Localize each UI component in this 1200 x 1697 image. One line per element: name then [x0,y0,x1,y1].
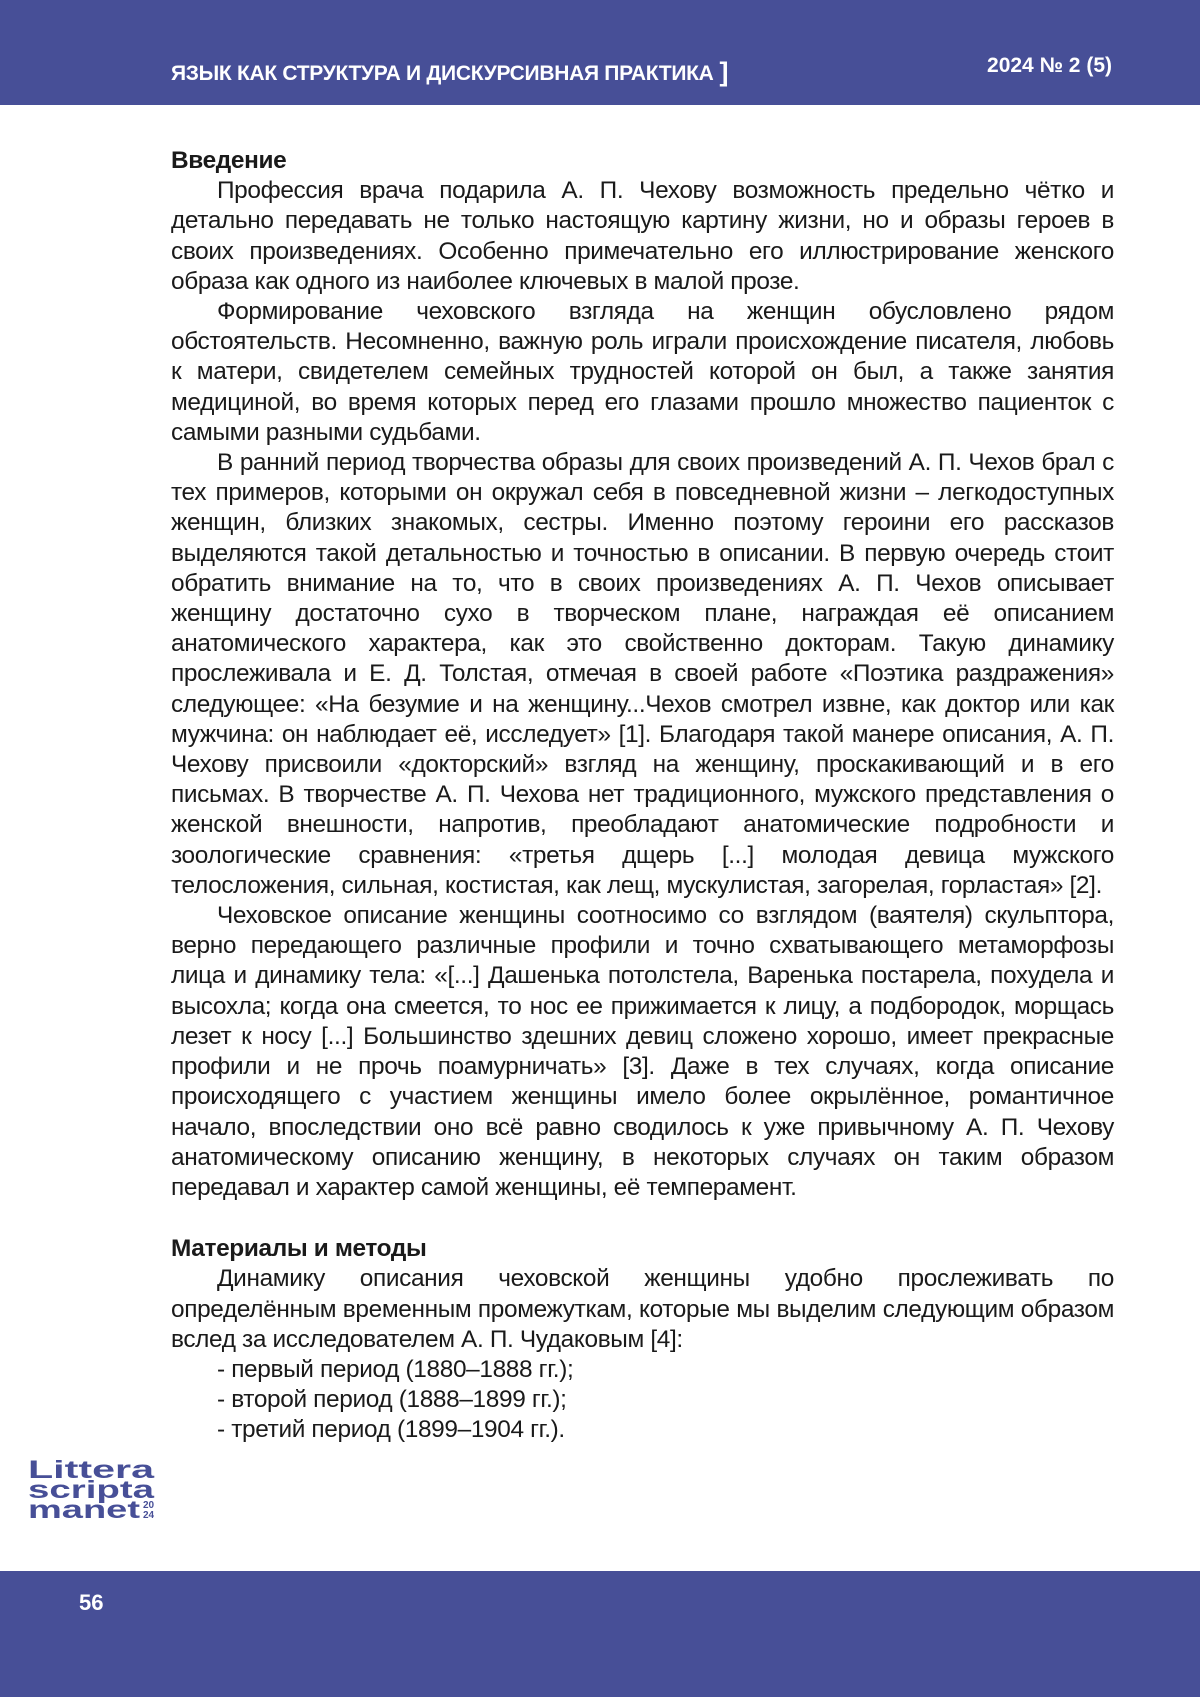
intro-paragraph-2: Формирование чеховского взгляда на женщин обусловлено рядом обстоятельств. Несомненно, важную роль играли происхождение писателя, любовь к матери, свидетелем семейных трудностей которой он был, а также занятия медициной, во время которых перед его глазами прошло множество пациенток с самыми разными судьбами. [171,297,1114,448]
running-title-bracket: ] [720,57,729,87]
page-number: 56 [79,1590,103,1616]
methods-paragraph: Динамику описания чеховской женщины удобно прослеживать по определённым временным промежуткам, которые мы выделим следующим образом вслед за исследователем А. П. Чудаковым [4]: [171,1264,1114,1355]
period-item-3: - третий период (1899–1904 гг.). [171,1415,1114,1445]
period-item-1: - первый период (1880–1888 гг.); [171,1355,1114,1385]
period-item-2: - второй период (1888–1899 гг.); [171,1385,1114,1415]
article-body [171,146,1114,1446]
logo-year-top: 20 [143,1500,155,1511]
journal-logo [28,1457,163,1521]
logo-line-scripta: scripta [28,1476,156,1504]
intro-paragraph-1: Профессия врача подарила А. П. Чехову возможность предельно чётко и детально передавать не только настоящую картину жизни, но и образы героев в своих произведениях. Особенно примечательно его иллюстрирование женского образа как одного из наиболее ключевых в малой прозе. [171,176,1114,297]
intro-paragraph-3: В ранний период творчества образы для своих произведений А. П. Чехов брал с тех примеров, которыми он окружал себя в повседневной жизни – легкодоступных женщин, близких знакомых, сестры. Именно поэтому героини его рассказов выделяются такой детальностью и точностью в описании. В первую очередь стоит обратить внимание на то, что в своих произведениях А. П. Чехов описывает женщину достаточно сухо в творческом плане, награждая её описанием анатомического характера, как это свойственно докторам. Такую динамику прослеживала и Е. Д. Толстая, отмечая в своей работе «Поэтика раздражения» следующее: «На безумие и на женщину...Чехов смотрел извне, как доктор или как мужчина: он наблюдает её, исследует» [1]. Благодаря такой манере описания, А. П. Чехову присвоили «докторский» взгляд на женщину, проскакивающий и в его письмах. В творчестве А. П. Чехова нет традиционного, мужского представления о женской внешности, напротив, преобладают анатомические подробности и зоологические сравнения: «третья дщерь [...] молодая девица мужского телосложения, сильная, костистая, как лещ, мускулистая, загорелая, горластая» [2]. [171,448,1114,901]
logo-year-bottom: 24 [143,1510,155,1521]
footer-bar [0,1571,1200,1697]
intro-paragraph-4: Чеховское описание женщины соотносимо со взглядом (ваятеля) скульптора, верно передающего различные профили и точно схватывающего метаморфозы лица и динамику тела: «[...] Дашенька потолстела, Варенька постарела, похудела и высохла; когда она смеется, то нос ее прижимается к лицу, а подбородок, морщась лезет к носу [...] Большинство здешних девиц сложено хорошо, имеет прекрасные профили и не прочь поамурни­чать» [3]. Даже в тех случаях, когда описание происходящего с участием женщины имело более окрылённое, романтичное начало, впоследствии оно всё равно сводилось к уже привычному А. П. Чехову анатомическому описанию женщину, в некоторых случаях он таким образом передавал и характер самой женщины, её темперамент. [171,901,1114,1203]
running-title [171,56,728,87]
running-title-text: ЯЗЫК КАК СТРУКТУРА И ДИСКУРСИВНАЯ ПРАКТИКА [171,62,714,85]
methods-heading: Материалы и методы [171,1234,1114,1264]
logo-line-littera: Littera [28,1457,156,1484]
header-bar [0,0,1200,105]
intro-heading: Введение [171,146,1114,176]
section-spacer [171,1203,1114,1234]
logo-line-manet: manet [28,1496,141,1521]
journal-logo-graphic [28,1457,163,1521]
issue-number: 2024 № 2 (5) [987,54,1112,78]
